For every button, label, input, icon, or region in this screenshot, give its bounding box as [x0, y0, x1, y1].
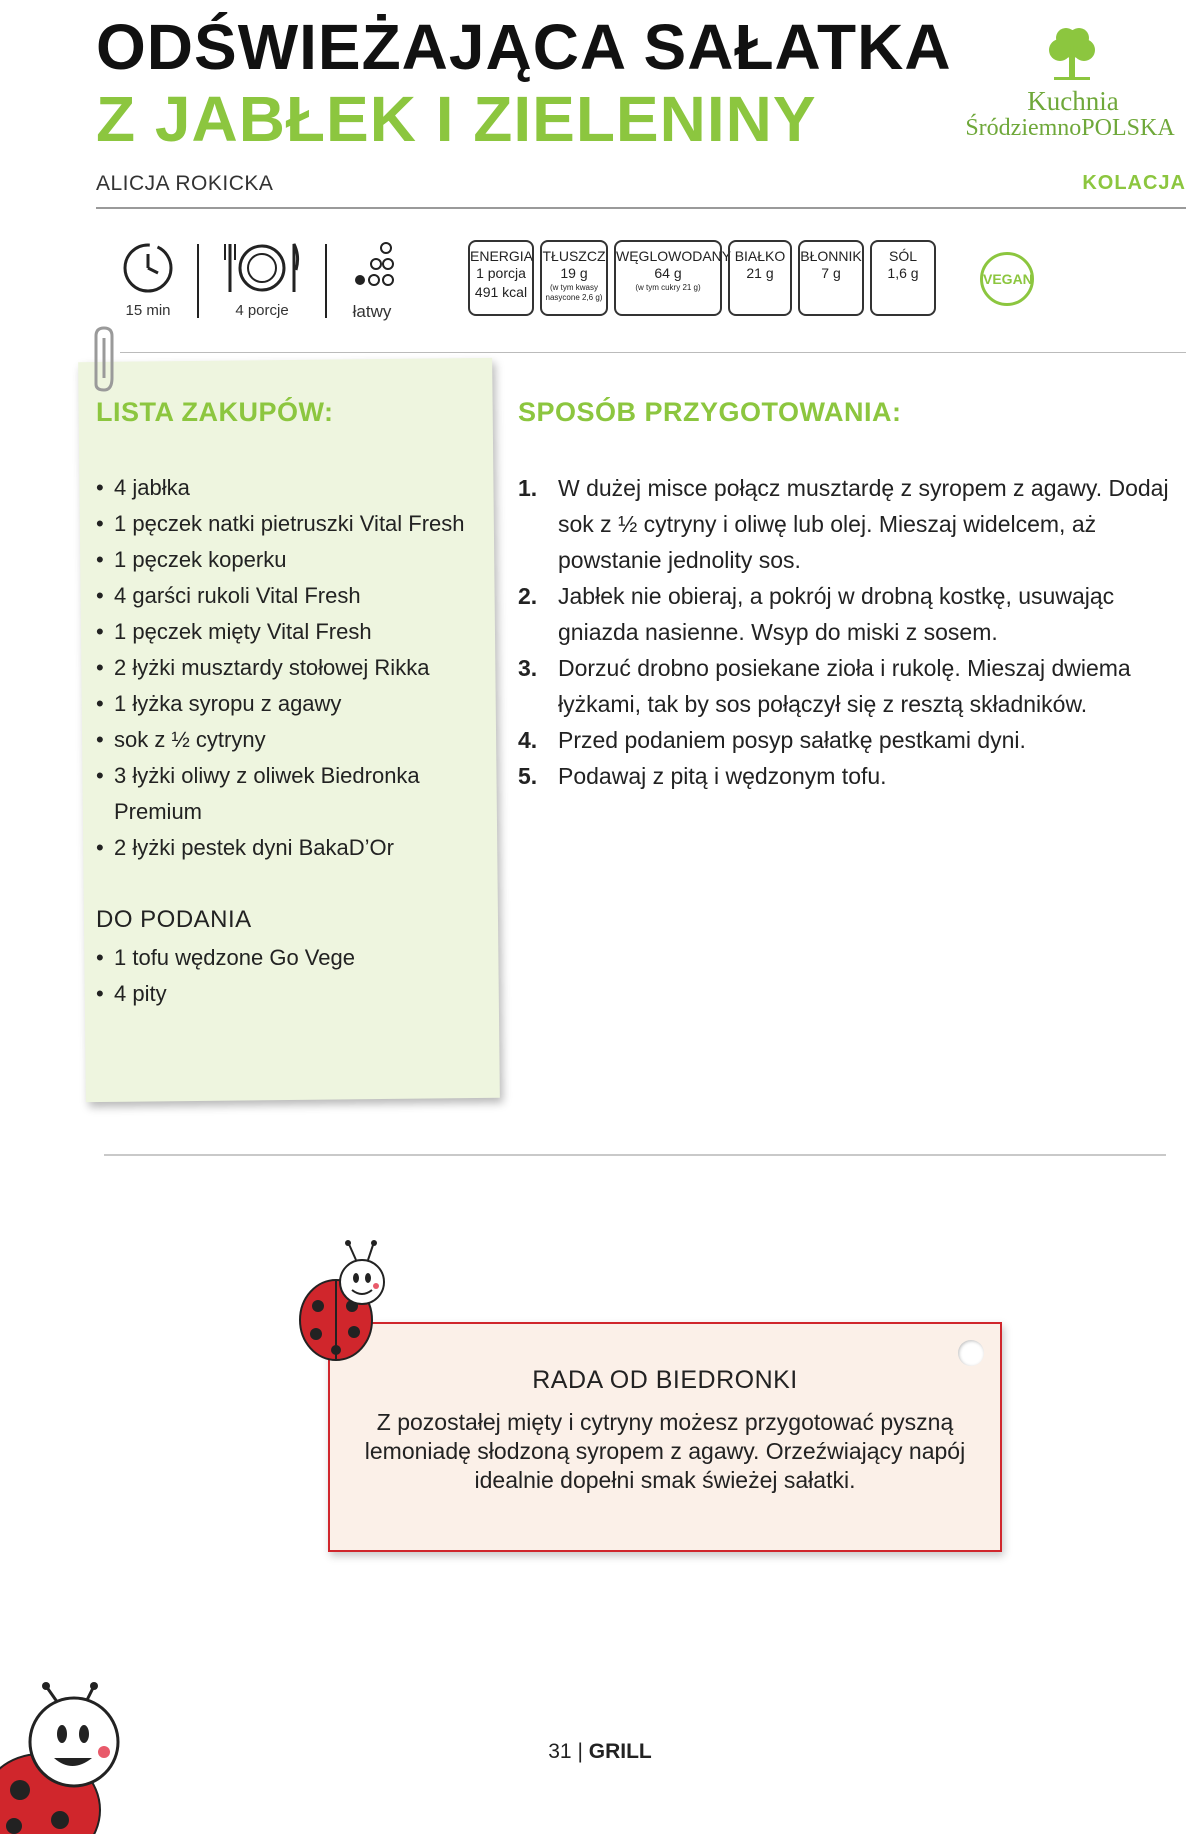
clock-icon: [120, 240, 176, 296]
tip-text: Z pozostałej mięty i cytryny możesz przygotować pyszną lemoniadę słodzoną syropem z agawy. Orzeźwiający napój idealnie dopełni smak świeżej sałatki.: [364, 1409, 966, 1493]
step-item: [518, 758, 1178, 794]
nutrition-head: TŁUSZCZ: [542, 248, 606, 264]
nutrition-box-energy: [468, 240, 534, 316]
time-label: 15 min: [125, 302, 171, 319]
nutrition-head: SÓL: [888, 248, 917, 264]
step-number: 2.: [518, 583, 538, 609]
step-text: Przed podaniem posyp sałatkę pestkami dyni.: [558, 727, 1026, 753]
difficulty-dots-icon: [350, 240, 396, 292]
list-item: • 1 pęczek mięty Vital Fresh: [96, 614, 486, 650]
difficulty-label: łatwy: [352, 302, 392, 321]
ladybug-icon: [296, 1240, 396, 1370]
step-item: [518, 650, 1178, 722]
nutrition-value: 64 g: [654, 265, 682, 281]
nutrition-value: 21 g: [746, 265, 774, 281]
nutrition-value: 1 porcja: [476, 265, 526, 281]
step-item: [518, 470, 1178, 578]
step-number: 4.: [518, 727, 538, 753]
nutrition-head: WĘGLOWODANY: [616, 248, 732, 264]
nutrition-box-protein: [728, 240, 792, 316]
step-text: Dorzuć drobno posiekane zioła i rukolę. Mieszaj dwiema łyżkami, tak by sos połączył się z resztą składników.: [558, 655, 1131, 717]
nutrition-value: 1,6 g: [887, 265, 919, 281]
nutrition-head: BŁONNIK: [800, 248, 862, 264]
list-item: • sok z ½ cytryny: [96, 722, 486, 758]
list-item: • 2 łyżki pestek dyni BakaD’Or: [96, 830, 486, 866]
list-item: • 2 łyżki musztardy stołowej Rikka: [96, 650, 486, 686]
page-footer: 31 | GRILL: [548, 1740, 652, 1763]
author-name: ALICJA ROKICKA: [96, 172, 274, 195]
nutrition-value: 19 g: [560, 265, 588, 281]
nutrition-sub: (w tym cukry 21 g): [635, 283, 701, 292]
plate-cutlery-icon: [222, 240, 302, 296]
category-label: KOLACJA: [1082, 172, 1186, 194]
step-number: 3.: [518, 655, 538, 681]
serve-list: [96, 940, 476, 1012]
list-item: • 1 pęczek koperku: [96, 542, 486, 578]
list-item: • 4 pity: [96, 976, 476, 1012]
nutrition-sub: (w tym kwasy nasycone 2,6 g): [545, 283, 603, 302]
list-item: • 1 łyżka syropu z agawy: [96, 686, 486, 722]
meta-separator: [325, 244, 327, 318]
step-item: [518, 578, 1178, 650]
logo-text-kuchnia: Kuchnia: [1027, 86, 1119, 116]
ladybug-mascot-icon: [0, 1680, 130, 1834]
section-name: GRILL: [588, 1740, 652, 1763]
list-item: • 1 tofu wędzone Go Vege: [96, 940, 476, 976]
nutrition-box-fiber: [798, 240, 864, 316]
section-divider: [120, 352, 1186, 353]
paperclip-icon: [86, 324, 122, 396]
step-text: Jabłek nie obieraj, a pokrój w drobną kostkę, usuwając gniazda nasienne. Wsyp do miski z sosem.: [558, 583, 1115, 645]
shopping-list-title: LISTA ZAKUPÓW:: [96, 397, 334, 427]
step-text: W dużej misce połącz musztardę z syropem z agawy. Dodaj sok z ½ cytryny i oliwę lub olej. Mieszaj widelcem, aż powstanie jednolity sos.: [558, 475, 1169, 573]
step-number: 1.: [518, 475, 538, 501]
method-title: SPOSÓB PRZYGOTOWANIA:: [518, 397, 902, 427]
nutrition-head: ENERGIA: [470, 248, 534, 264]
nutrition-box-carbs: [614, 240, 732, 316]
meta-separator: [197, 244, 199, 318]
section-divider: [104, 1154, 1166, 1156]
tree-logo-icon: [1042, 24, 1102, 82]
serve-title: DO PODANIA: [96, 906, 252, 933]
nutrition-box-fat: [540, 240, 608, 316]
tip-card-hole: [958, 1340, 984, 1366]
title-line-1: ODŚWIEŻAJĄCA SAŁATKA: [96, 11, 952, 83]
servings-label: 4 porcje: [235, 302, 289, 319]
step-item: [518, 722, 1178, 758]
tip-title: RADA OD BIEDRONKI: [532, 1366, 798, 1394]
step-text: Podawaj z pitą i wędzonym tofu.: [558, 763, 887, 789]
list-item: • 1 pęczek natki pietruszki Vital Fresh: [96, 506, 486, 542]
nutrition-value: 491 kcal: [474, 284, 528, 300]
header-divider: [96, 207, 1186, 209]
page-number: 31: [548, 1740, 572, 1763]
nutrition-value: 7 g: [821, 265, 841, 281]
nutrition-box-salt: [870, 240, 936, 316]
title-line-2: Z JABŁEK I ZIELENINY: [96, 83, 817, 155]
step-number: 5.: [518, 763, 538, 789]
vegan-badge: VEGAN: [980, 252, 1034, 306]
list-item: • 4 garści rukoli Vital Fresh: [96, 578, 486, 614]
nutrition-head: BIAŁKO: [734, 248, 786, 264]
logo-text-srodziemnopolska: ŚródziemnoPOLSKA: [965, 115, 1175, 141]
list-item: • 3 łyżki oliwy z oliwek Biedronka Premium: [96, 758, 486, 830]
list-item: • 4 jabłka: [96, 470, 486, 506]
method-steps: [518, 470, 1178, 794]
shopping-list: [96, 470, 486, 866]
